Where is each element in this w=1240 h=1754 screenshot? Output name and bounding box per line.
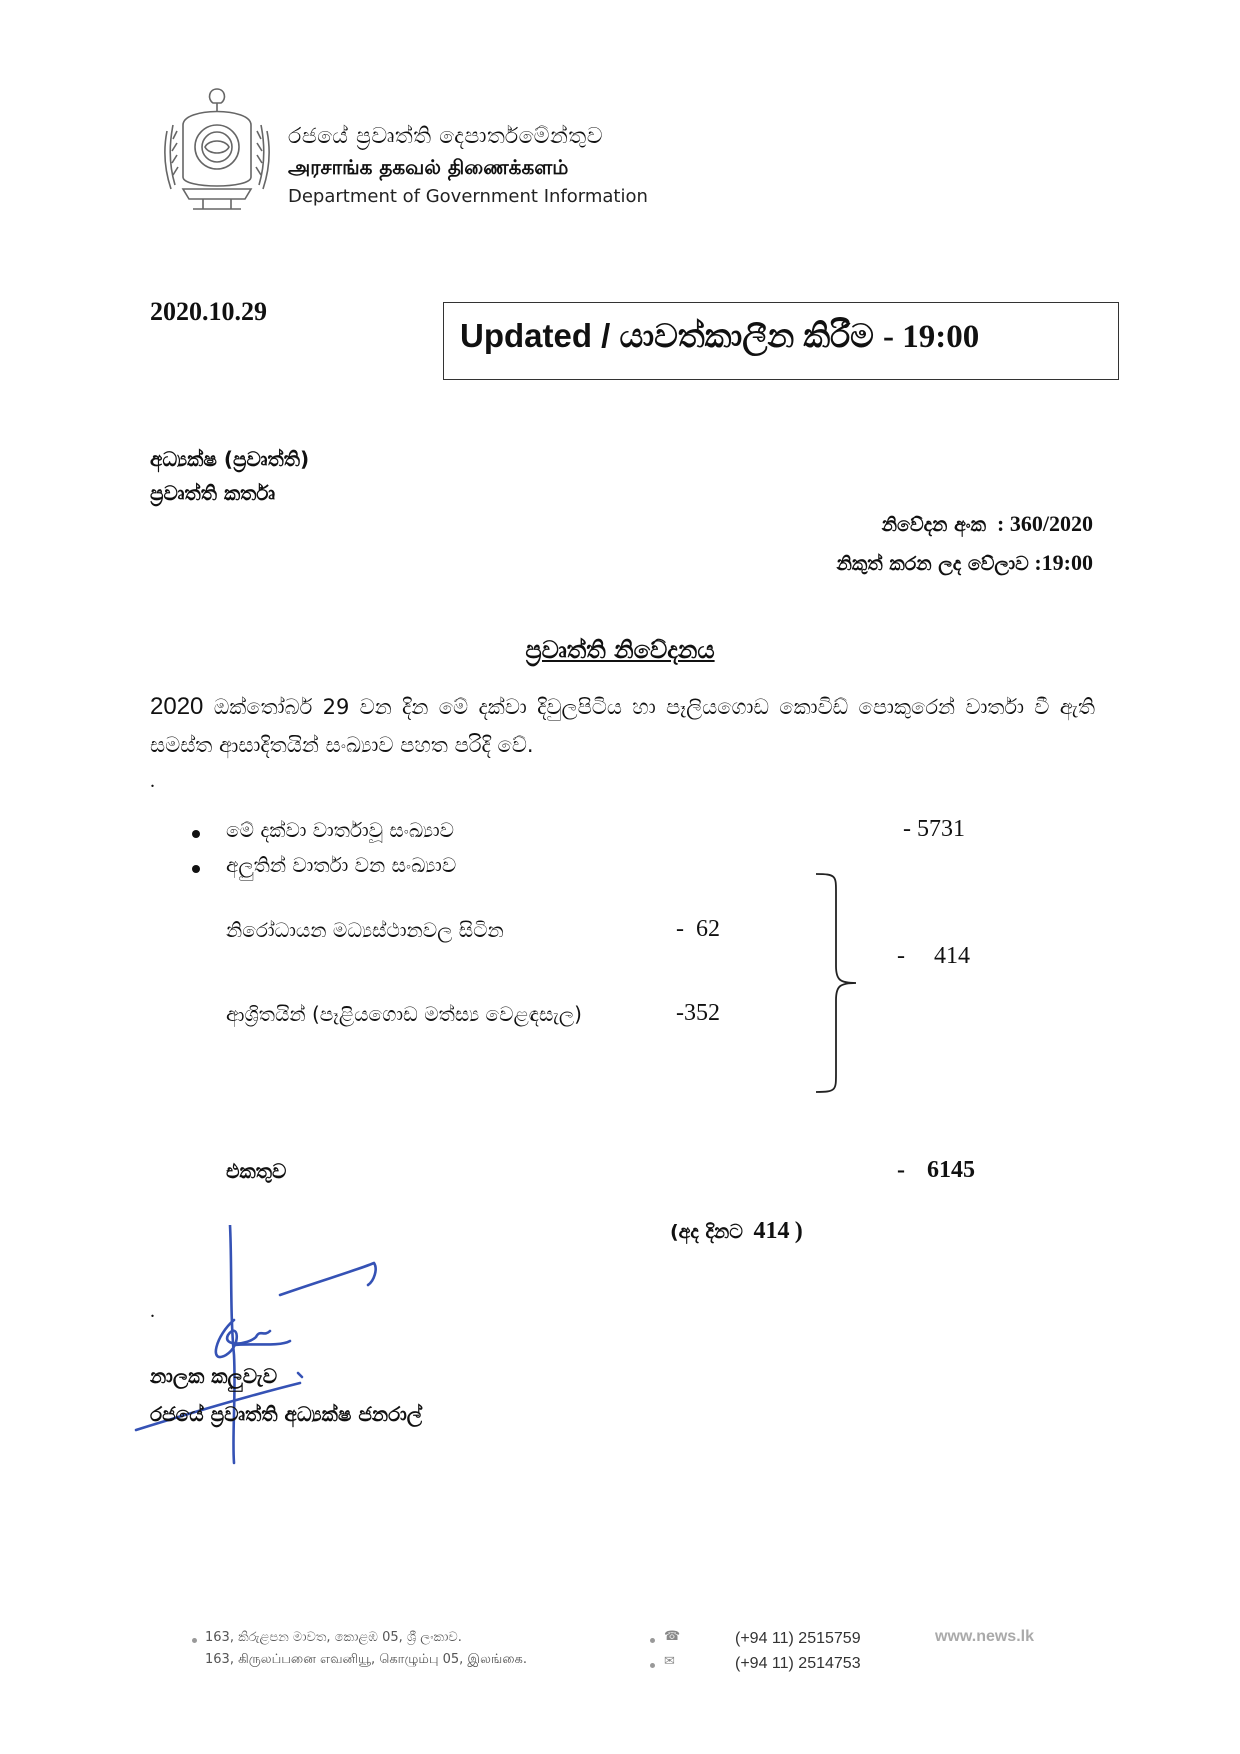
footer-bullet-icon <box>650 1638 655 1643</box>
department-name-tamil: அரசாங்க தகவல் திணைக்களம் <box>288 155 569 179</box>
signatory-name: නාලක කලුවැව <box>150 1364 278 1388</box>
addressee-block <box>150 442 309 510</box>
total-dash: - <box>897 1157 905 1183</box>
phone-icon: ☎ <box>664 1628 681 1643</box>
update-notice-text <box>460 317 979 356</box>
reference-block <box>836 505 1093 583</box>
reported-count-value: - 5731 <box>903 816 965 842</box>
today-count-label: (අද දිනට <box>670 1221 743 1243</box>
signatory-block <box>150 1357 422 1433</box>
new-total-value: 414 <box>934 943 970 969</box>
footer-bullet-icon <box>192 1638 197 1643</box>
government-emblem-icon <box>163 85 271 213</box>
intro-paragraph <box>150 688 1095 764</box>
contacts-label: ආශ්‍රිතයින් (පෑළියගොඩ මත්ස්‍ය වෙළඳසැල) <box>226 1002 582 1026</box>
footer-bullet-icon <box>650 1663 655 1668</box>
release-number-label: නිවේදන අංක <box>881 514 987 536</box>
total-value: 6145 <box>927 1157 975 1183</box>
fax-icon: ✉ <box>664 1653 675 1668</box>
today-count-close: ) <box>794 1218 803 1244</box>
footer-address-tamil: 163, கிருலப்பனை எவனியூ, கொழும்பு 05, இலங்கை. <box>205 1652 528 1667</box>
total-label: එකතුව <box>226 1159 287 1183</box>
quarantine-value: - 62 <box>676 916 720 942</box>
intro-year: 2020 <box>150 693 204 720</box>
update-label: Updated / යාවත්කාලීන කිරීම <box>460 317 874 354</box>
update-notice-box <box>443 302 1119 380</box>
document-date: 2020.10.29 <box>150 297 267 326</box>
issue-time-label: නිකුත් කරන ලද වේලාව <box>836 553 1029 575</box>
bullet-icon <box>192 865 200 873</box>
today-count <box>670 1218 803 1245</box>
bullet-icon <box>192 830 200 838</box>
footer-address-sinhala: 163, කිරුළපන මාවත, කොළඹ 05, ශ්‍රී ලංකාව. <box>205 1630 462 1645</box>
addressee-line-2: ප්‍රවෘත්ති කර්තෘ <box>150 481 276 505</box>
page-title: ප්‍රවෘත්ති නිවේදනය <box>525 636 715 664</box>
department-name-sinhala: රජයේ ප්‍රවෘත්ති දෙපාර්තමේන්තුව <box>288 124 604 149</box>
reported-count-label: මේ දක්වා වාර්තාවූ සංඛ්‍යාව <box>226 818 455 842</box>
letterhead <box>288 122 648 212</box>
new-count-label: අලුතින් වාර්තා වන සංඛ්‍යාව <box>226 853 457 877</box>
footer-telephone: (+94 11) 2515759 <box>735 1630 861 1647</box>
today-count-value: 414 <box>753 1218 790 1244</box>
contacts-value: -352 <box>676 1000 720 1026</box>
issue-time: :19:00 <box>1034 550 1093 575</box>
signature-dot: . <box>150 1300 155 1322</box>
curly-brace-icon <box>812 870 862 1096</box>
update-time: - 19:00 <box>883 319 980 355</box>
addressee-line-1: අධ්‍යක්ෂ (ප්‍රවෘත්ති) <box>150 447 310 471</box>
footer-website: www.news.lk <box>935 1628 1034 1645</box>
footer-fax: (+94 11) 2514753 <box>735 1655 861 1672</box>
new-total-dash: - <box>897 943 905 969</box>
quarantine-label: නිරෝධායන මධ්‍යස්ථානවල සිටින <box>226 918 504 942</box>
intro-text: ඔක්තෝබර් 29 වන දින මේ දක්වා දිවුලපිටිය හා පෑලියගොඩ කොවිඩ් පොකුරෙන් වාර්තා වී ඇති සමස්ත ආසාදිතයින් සංඛ්‍යාව පහත පරිදි වේ. <box>150 695 1095 757</box>
separator-dot: . <box>150 770 155 792</box>
signatory-title: රජයේ ප්‍රවෘත්ති අධ්‍යක්ෂ ජනරාල් <box>150 1402 423 1426</box>
release-number: : 360/2020 <box>997 511 1093 536</box>
department-name-english: Department of Government Information <box>288 186 648 207</box>
